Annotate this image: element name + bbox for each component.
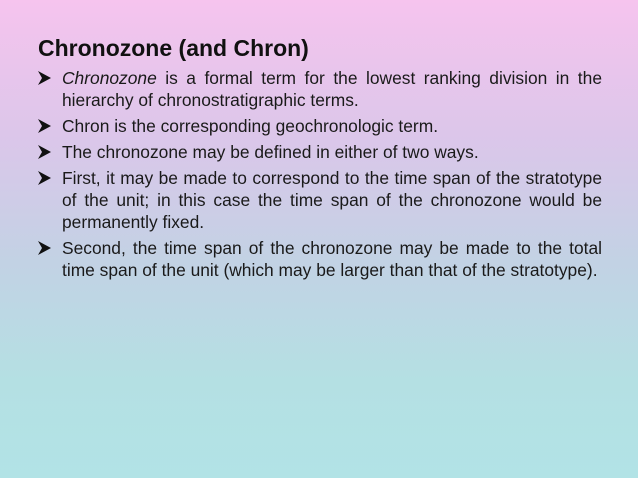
bullet-text: is a formal term for the lowest ranking division in the hierarchy of chronostratigraphic terms. [62,68,602,110]
bullet-text: Second, the time span of the chronozone may be made to the total time span of the unit (which may be larger than that of the stratotype). [62,238,602,280]
arrowhead-bullet-icon [38,237,56,259]
bullet-item [38,141,602,163]
arrowhead-bullet-icon [38,67,56,89]
bullet-item [38,167,602,233]
bullet-item [38,67,602,111]
arrowhead-bullet-icon [38,115,56,137]
arrowhead-bullet-icon [38,141,56,163]
bullet-text: First, it may be made to correspond to the time span of the stratotype of the unit; in this case the time span of the chronozone would be permanently fixed. [62,168,602,232]
arrowhead-bullet-icon [38,167,56,189]
bullet-text: The chronozone may be defined in either of two ways. [62,142,479,162]
bullet-item [38,237,602,281]
slide-title: Chronozone (and Chron) [38,35,309,61]
bullet-item [38,115,602,137]
bullet-emphasis: Chronozone [62,68,157,88]
bullet-text: Chron is the corresponding geochronologic term. [62,116,439,136]
bullet-list [38,67,602,281]
